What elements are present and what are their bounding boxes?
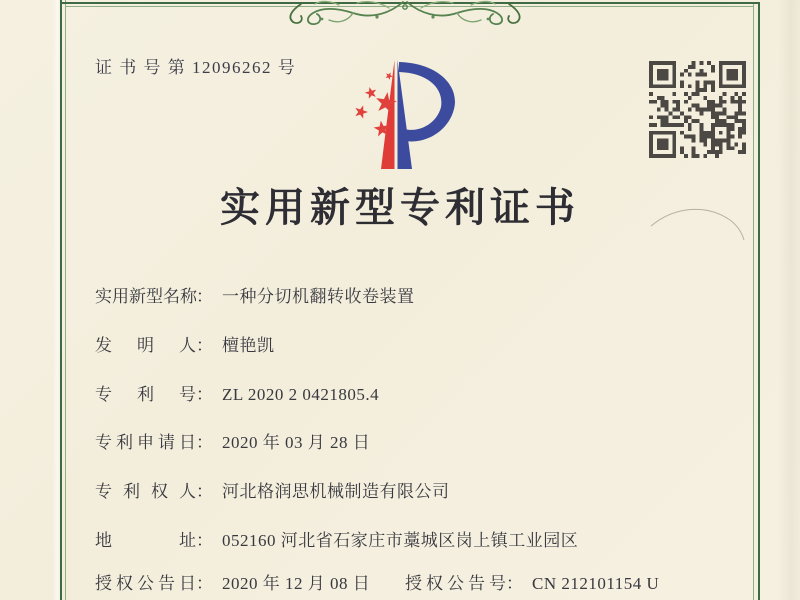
field-label: 授权公告号 [405, 574, 506, 593]
certificate-number: 证 书 号 第 12096262 号 [95, 58, 297, 77]
field-row-patent-number [95, 380, 379, 405]
field-label: 实用新型名称 [95, 287, 197, 306]
field-colon: ： [196, 433, 213, 452]
field-value: CN 212101154 U [532, 574, 660, 593]
field-label: 专利权人 [95, 482, 196, 501]
field-value: 檀艳凯 [222, 336, 275, 355]
field-label: 地址 [95, 531, 196, 550]
qr-code-icon [649, 61, 746, 158]
field-colon: ： [196, 531, 213, 550]
field-colon: ： [196, 482, 213, 501]
field-label: 授权公告日 [95, 574, 196, 593]
field-label: 专利号 [95, 385, 196, 404]
field-colon: ： [196, 336, 213, 355]
field-label: 发明人 [95, 336, 196, 355]
field-row-address [95, 526, 578, 551]
field-row-application-date [95, 428, 370, 453]
paper-highlight [52, 0, 60, 600]
field-value: 052160 河北省石家庄市藁城区岗上镇工业园区 [222, 531, 579, 550]
field-value: ZL 2020 2 0421805.4 [222, 385, 380, 404]
cnipa-logo-icon [338, 57, 464, 173]
field-row-name [95, 282, 415, 307]
frame-border-right-inner [753, 4, 754, 600]
page-edge-shading [778, 0, 800, 600]
field-colon: ： [506, 574, 523, 593]
field-row-grant-number [405, 569, 659, 594]
field-row-grant-date [95, 569, 370, 594]
field-colon: ： [196, 574, 213, 593]
field-value: 2020 年 03 月 28 日 [222, 433, 371, 452]
field-value: 2020 年 12 月 08 日 [222, 574, 371, 593]
field-colon: ： [196, 385, 213, 404]
field-row-patentee [95, 477, 450, 502]
page-title: 实用新型专利证书 [220, 185, 580, 230]
field-value: 一种分切机翻转收卷装置 [222, 287, 415, 306]
flourish-ornament-icon [281, 0, 529, 27]
frame-border-left-inner [65, 0, 66, 600]
field-colon: ： [196, 287, 213, 306]
field-row-inventor [95, 331, 275, 356]
field-label: 专利申请日 [95, 433, 196, 452]
frame-border-right [758, 2, 760, 600]
frame-border-left [60, 0, 62, 600]
field-value: 河北格润思机械制造有限公司 [222, 482, 450, 501]
